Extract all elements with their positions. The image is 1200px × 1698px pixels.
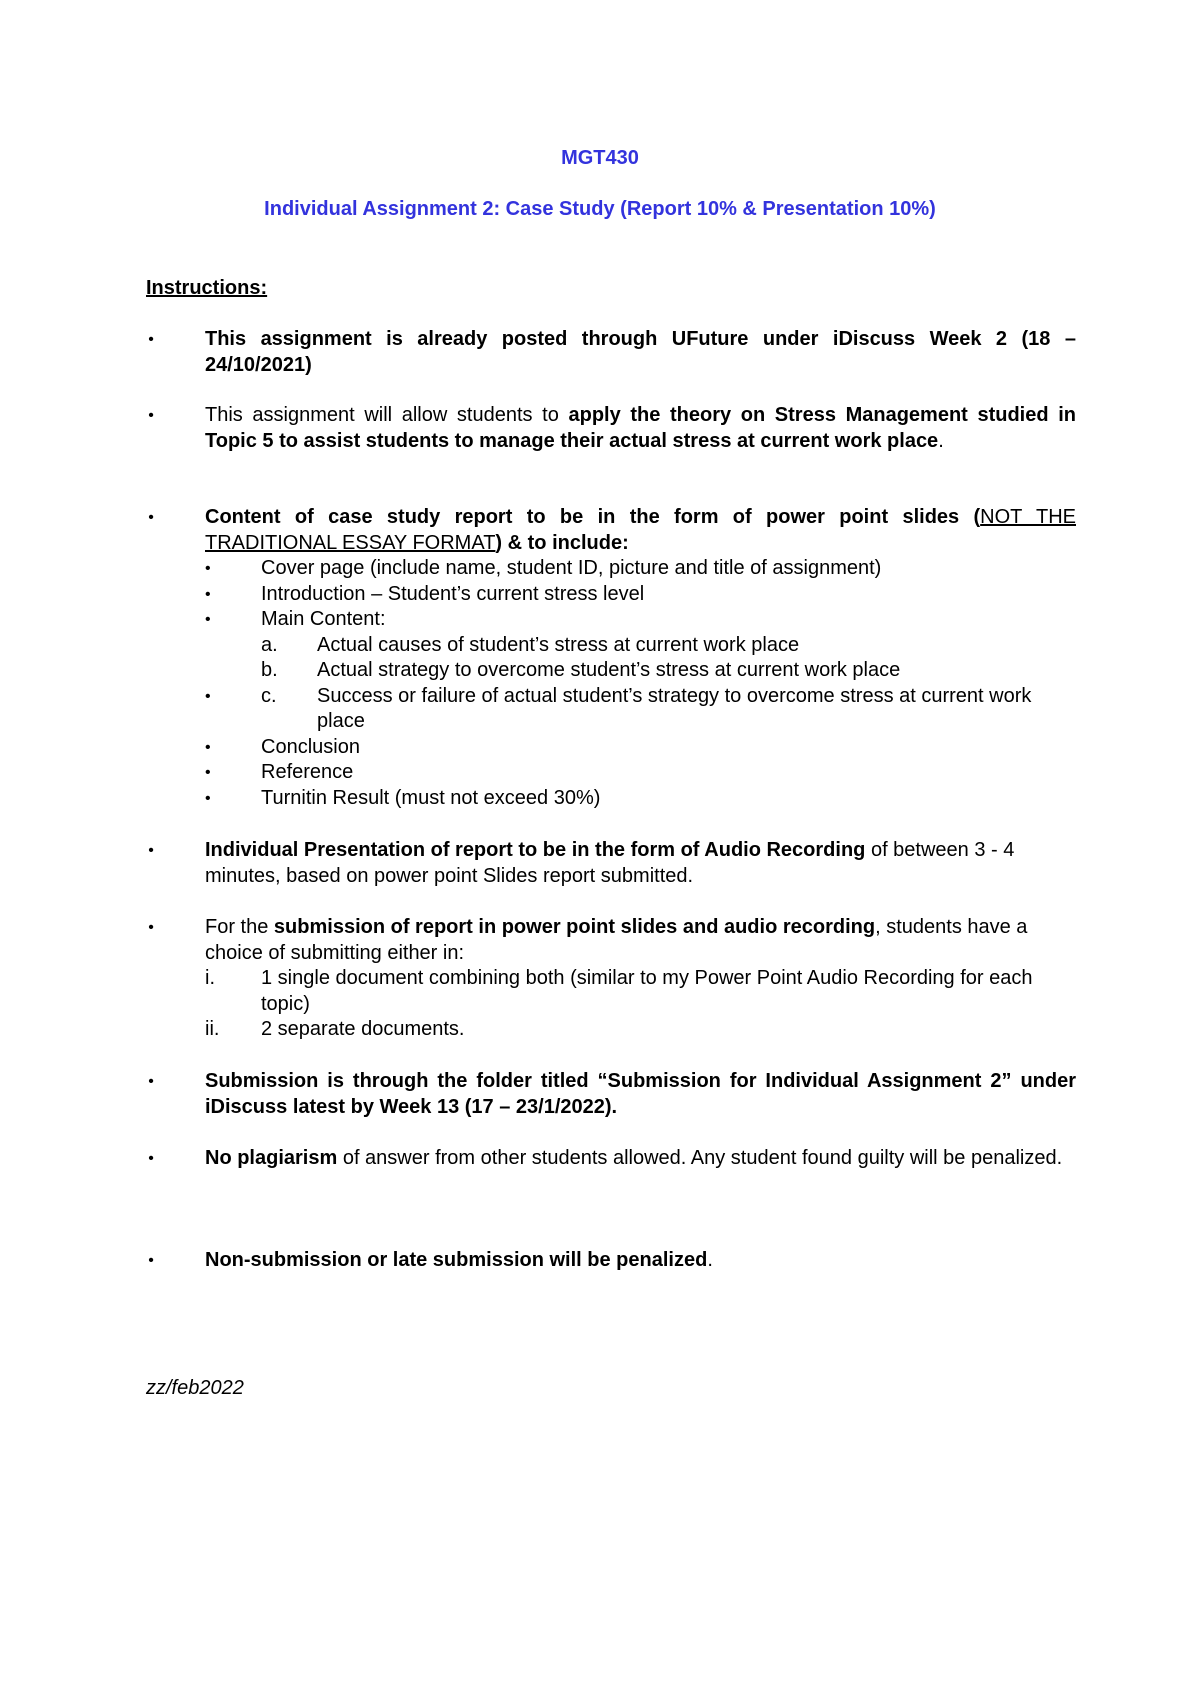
- instruction-item: [146, 1069, 1076, 1120]
- roman-label: i.: [205, 967, 215, 989]
- bullet-icon: •: [205, 585, 211, 603]
- bullet-icon: •: [205, 687, 211, 705]
- alpha-text: Actual strategy to overcome student’s stress at current work place: [317, 659, 901, 681]
- sub-item-text: Reference: [261, 761, 354, 783]
- sub-item: [205, 786, 1076, 812]
- instructions-heading: Instructions:: [146, 277, 268, 299]
- bullet-icon: •: [205, 764, 211, 781]
- roman-text: 1 single document combining both (similar to my Power Point Audio Recording for each topic): [261, 967, 1033, 1015]
- instruction-bold-text: Content of case study report to be in the form of power point slides (: [205, 506, 981, 528]
- sub-item: [205, 556, 1076, 582]
- sub-item-text: Introduction – Student’s current stress level: [261, 582, 645, 605]
- sub-item-text: Turnitin Result (must not exceed 30%): [261, 786, 601, 809]
- roman-label: ii.: [205, 1018, 220, 1040]
- bullet-icon: •: [148, 842, 154, 859]
- instruction-bold-text: apply the theory on Stress Management studied in Topic 5 to assist students to manage their actual stress at current work place: [205, 404, 1076, 452]
- bullet-icon: •: [148, 1150, 154, 1167]
- instruction-underlined-text: NOT THE TRADITIONAL ESSAY FORMAT: [205, 506, 1076, 554]
- bullet-icon: •: [205, 560, 211, 577]
- bullet-icon: •: [205, 611, 211, 628]
- instruction-text: , students have a choice of submitting either in:: [205, 916, 1028, 964]
- instruction-text: of between 3 - 4 minutes, based on power point Slides report submitted.: [205, 839, 1015, 887]
- alpha-text: Actual causes of student’s stress at current work place: [317, 633, 800, 656]
- instruction-text: .: [938, 429, 944, 452]
- instruction-bold-text: submission of report in power point slides and audio recording: [273, 916, 876, 938]
- instruction-text: .: [707, 1249, 713, 1271]
- alpha-label: a.: [261, 633, 278, 656]
- alpha-item: [205, 684, 1076, 735]
- roman-text: 2 separate documents.: [261, 1018, 465, 1040]
- roman-item: [205, 1017, 1076, 1043]
- instruction-item: [146, 915, 1076, 1043]
- instruction-item: [146, 505, 1076, 811]
- instruction-item: [146, 403, 1076, 454]
- assignment-title: Individual Assignment 2: Case Study (Report 10% & Presentation 10%): [264, 198, 936, 220]
- alpha-label: c.: [261, 684, 277, 707]
- instruction-item: [146, 327, 1076, 378]
- bullet-icon: •: [148, 1252, 154, 1269]
- alpha-item: [205, 633, 1076, 659]
- instruction-bold-text: Individual Presentation of report to be in the form of Audio Recording: [205, 839, 866, 861]
- alpha-text: Success or failure of actual student’s strategy to overcome stress at current work place: [317, 684, 1032, 732]
- instruction-text: For the: [205, 916, 274, 938]
- instruction-bold-text: No plagiarism: [205, 1147, 338, 1169]
- instruction-bold-text: Non-submission or late submission will be penalized: [205, 1249, 708, 1271]
- bullet-icon: •: [148, 331, 154, 348]
- sub-item: [205, 607, 1076, 633]
- footer-signature: zz/feb2022: [146, 1377, 244, 1399]
- roman-item: [205, 966, 1076, 1017]
- instruction-item: [146, 838, 1076, 889]
- sub-item: [205, 735, 1076, 761]
- instruction-bold-text: ) & to include:: [495, 531, 629, 554]
- sub-item-text: Cover page (include name, student ID, picture and title of assignment): [261, 557, 882, 579]
- instruction-item: [146, 1248, 1076, 1274]
- bullet-icon: •: [148, 1073, 154, 1090]
- sub-item-text: Main Content:: [261, 608, 386, 630]
- alpha-label: b.: [261, 659, 278, 681]
- bullet-icon: •: [148, 407, 154, 424]
- instruction-item: [146, 1146, 1076, 1172]
- instruction-text: This assignment will allow students to: [205, 404, 569, 426]
- bullet-icon: •: [205, 789, 211, 807]
- course-code: MGT430: [561, 147, 639, 169]
- instruction-text: This assignment is already posted through UFuture under iDiscuss Week 2 (18 – 24/10/2021): [205, 328, 1076, 376]
- instruction-bold-text: Submission is through the folder titled “Submission for Individual Assignment 2” under iDiscuss latest by Week 13 (17 – 23/1/2022).: [205, 1070, 1076, 1118]
- sub-item: [205, 760, 1076, 786]
- bullet-icon: •: [205, 738, 211, 756]
- alpha-item: [205, 658, 1076, 684]
- bullet-icon: •: [148, 509, 154, 526]
- bullet-icon: •: [148, 919, 154, 936]
- sub-item: [205, 582, 1076, 608]
- sub-item-text: Conclusion: [261, 735, 360, 758]
- instruction-text: of answer from other students allowed. Any student found guilty will be penalized.: [337, 1147, 1063, 1169]
